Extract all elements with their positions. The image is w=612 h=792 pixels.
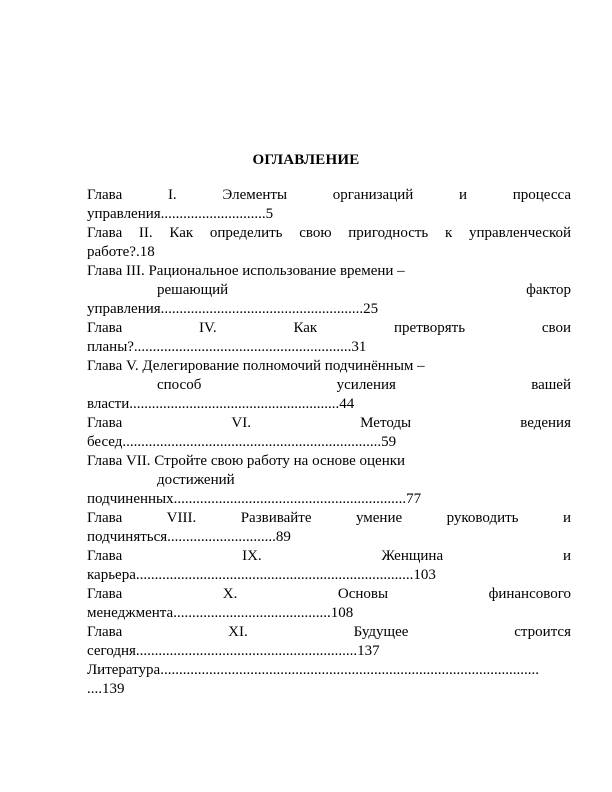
- toc-line-14: бесед.....................................................................59: [87, 434, 397, 450]
- toc-line-8: Глава IV. Как претворять свои: [87, 320, 571, 336]
- toc-line-17: подчиненных..............................................................77: [87, 491, 422, 507]
- toc-line-1: Глава I. Элементы организаций и процесса: [87, 187, 571, 203]
- toc-line-22: Глава X. Основы финансового: [87, 586, 571, 602]
- toc-line-19: подчиняться.............................89: [87, 529, 291, 545]
- toc-line-21: карьера..........................................................................103: [87, 567, 436, 583]
- toc-line-15: Глава VII. Стройте свою работу на основе оценки: [87, 453, 406, 469]
- toc-line-7: управления......................................................25: [87, 301, 379, 317]
- toc-line-25: сегодня...........................................................137: [87, 643, 380, 659]
- toc-line-18: Глава VIII. Развивайте умение руководить и: [87, 510, 571, 526]
- toc-line-13: Глава VI. Методы ведения: [87, 415, 571, 431]
- toc-line-27: ....139: [87, 681, 125, 697]
- toc-line-12: власти........................................................44: [87, 396, 355, 412]
- toc-line-16: достижений: [157, 472, 235, 488]
- toc-line-23: менеджмента..........................................108: [87, 605, 354, 621]
- toc-line-11: способ усиления вашей: [157, 377, 571, 393]
- toc-line-3: Глава II. Как определить свою пригодность к управленческой: [87, 225, 571, 241]
- toc-line-26: Литература.....................................................................................................: [87, 662, 539, 678]
- toc-line-6: решающий фактор: [157, 282, 571, 298]
- toc-line-20: Глава IX. Женщина и: [87, 548, 571, 564]
- toc-line-10: Глава V. Делегирование полномочий подчинённым –: [87, 358, 425, 374]
- toc-line-5: Глава III. Рациональное использование времени –: [87, 263, 405, 279]
- toc-line-24: Глава XI. Будущее строится: [87, 624, 571, 640]
- table-of-contents: [87, 186, 571, 699]
- toc-line-9: планы?..........................................................31: [87, 339, 367, 355]
- page-title: ОГЛАВЛЕНИЕ: [252, 152, 360, 168]
- toc-line-2: управления............................5: [87, 206, 274, 222]
- toc-line-4: работе?.18: [87, 244, 155, 260]
